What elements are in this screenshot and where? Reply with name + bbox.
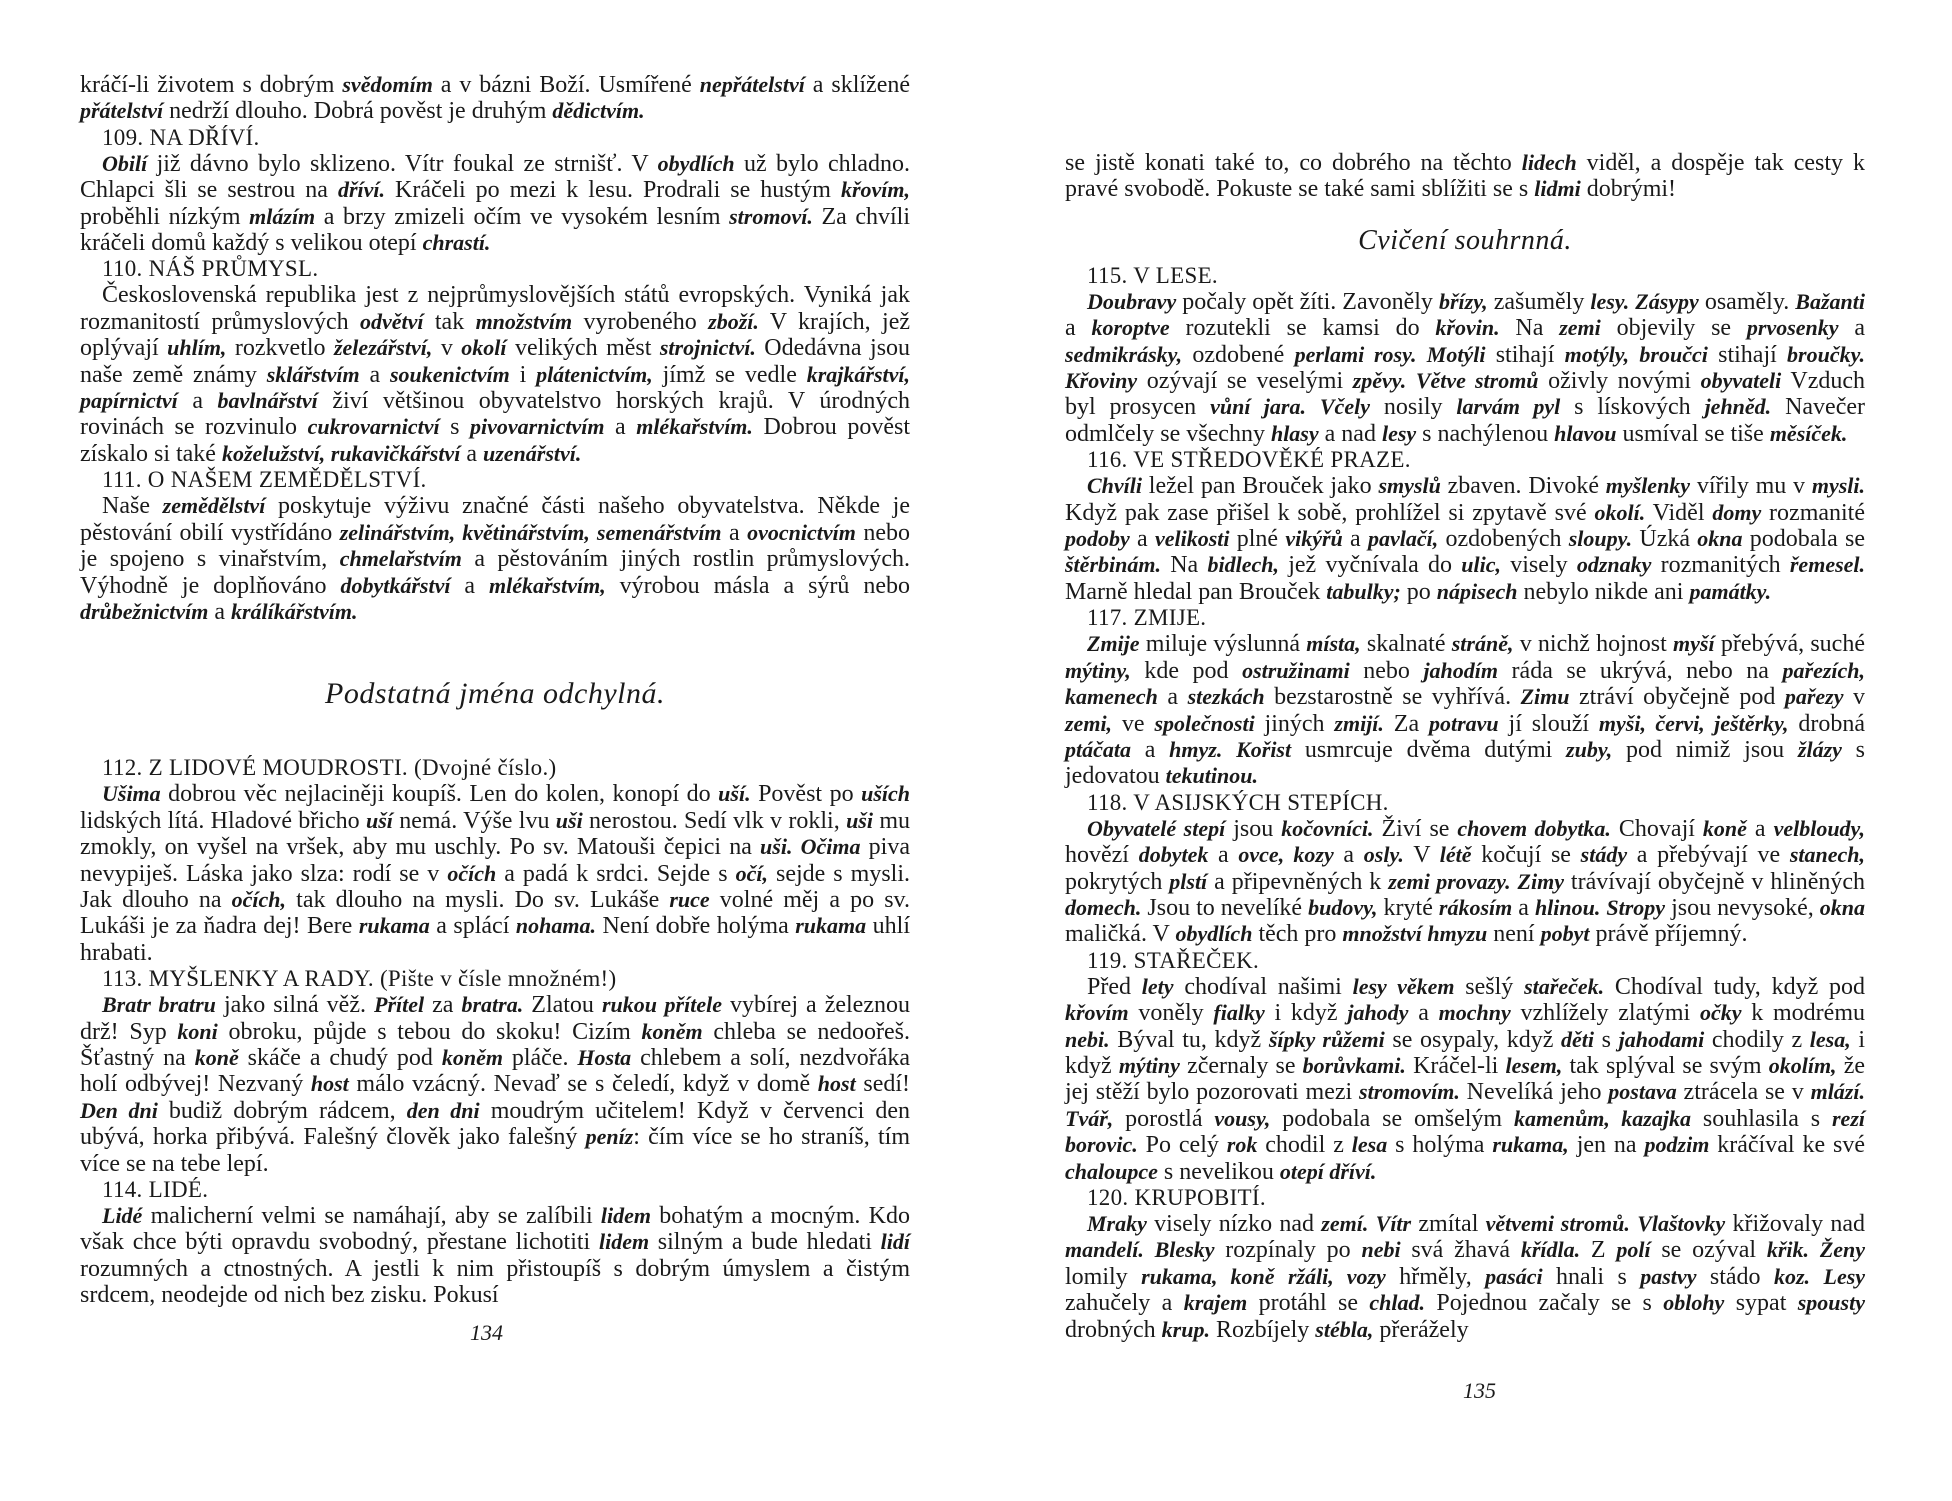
paragraph: Ušima dobrou věc nejlaciněji koupíš. Len do kolen, konopí do uší. Pověst po uších lidských lítá. Hladové břicho uší nemá. Výše lvu uši nerostou. Sedí vlk v rokli, uši mu zmokly, on vyšel na vršek, aby mu uschly. Po sv. Matouši čepici na uši. Očima piva nevypiješ. Láska jako slza: rodí se v očích a padá k srdci. Sejde s očí, sejde s mysli. Jak dlouho na očích, tak dlouho na mysli. Do sv. Lukáše ruce volné měj a po sv. Lukáši je za ňadra dej! Bere rukama a splácí nohama. Není dobře holýma rukama uhlí hrabati. [80,781,911,966]
section-title: Cvičení souhrnná. [1358,224,1572,256]
exercise-heading: 116. VE STŘEDOVĚKÉ PRAZE. [1087,447,1411,473]
paragraph: Československá republika jest z nejprůmyslovějších států evropských. Vyniká jak rozmanitostí průmyslových odvětví tak množstvím vyrobeného zboží. V krajích, jež oplývají uhlím, rozkvetlo železářství, v okolí velikých měst strojnictví. Odedávna jsou naše země známy sklářstvím a soukenictvím i plátenictvím, jímž se vedle krajkářství, papírnictví a bavlnářství živí většinou obyvatelstvo horských krajů. V úrodných rovinách se rozvinulo cukrovarnictví s pivovarnictvím a mlékařstvím. Dobrou pověst získalo si také koželužství, rukavičkářství a uzenářství. [80,282,911,467]
paragraph: Lidé malicherní velmi se namáhají, aby se zalíbili lidem bohatým a mocným. Kdo však chce býti opravdu svobodný, přestane lichotiti lidem silným a bude hledati lidí rozumných a ctnostných. A jestli k nim přistoupíš s dobrým úmyslem a čistým srdcem, neodejde od nich bez zisku. Pokusí [80,1203,910,1309]
exercise-heading: 113. MYŠLENKY A RADY. (Pište v čísle množném!) [102,966,617,992]
exercise-heading: 114. LIDÉ. [102,1177,209,1202]
exercise-heading: 109. NA DŘÍVÍ. [102,124,260,150]
paragraph: Mraky visely nízko nad zemí. Vítr zmítal větvemi stromů. Vlaštovky křižovaly nad mandelí. Blesky rozpínaly po nebi svá žhavá křídla. Z polí se ozýval křik. Ženy lomily rukama, koně ržáli, vozy hřměly, pasáci hnali s pastvy stádo koz. Lesy zahučely a krajem protáhl se chlad. Pojednou začaly se s oblohy sypat spousty drobných krup. Rozbíjely stébla, přerážely [1065,1211,1866,1343]
right-page-number: 135 [1463,1378,1496,1403]
paragraph: Obyvatelé stepí jsou kočovníci. Živí se chovem dobytka. Chovají koně a velbloudy, hovězí dobytek a ovce, kozy a osly. V létě kočují se stády a přebývají ve stanech, pokrytých plstí a připevněných k zemi provazy. Zimy trávívají obyčejně v hliněných domech. Jsou to nevelíké budovy, kryté rákosím a hlinou. Stropy jsou nevysoké, okna maličká. V obydlích těch pro množství hmyzu není pobyt právě příjemný. [1065,815,1866,948]
section-title: Podstatná jména odchylná. [325,677,665,711]
paragraph: Obilí již dávno bylo sklizeno. Vítr foukal ze strnišť. V obydlích už bylo chladno. Chlapci šli se sestrou na dříví. Kráčeli po mezi k lesu. Prodrali se hustým křovím, proběhli nízkým mlázím a brzy zmizeli očím ve vysokém lesním stromoví. Za chvíli kráčeli domů každý s velikou otepí chrastí. [80,150,911,257]
left-page-number: 134 [470,1320,503,1345]
exercise-heading: 115. V LESE. [1087,262,1218,288]
right-page-content [1065,150,1865,1343]
paragraph: Chvíli ležel pan Brouček jako smyslů zbaven. Divoké myšlenky vířily mu v mysli. Když pak zase přišel k sobě, prohlížel si zpytavě své okolí. Viděl domy rozmanité podoby a velikosti plné vikýřů a pavlačí, ozdobených sloupy. Úzká okna podobala se štěrbinám. Na bidlech, jež vyčnívala do ulic, visely odznaky rozmanitých řemesel. Marně hledal pan Brouček tabulky; po nápisech nebylo nikde ani památky. [1065,473,1866,605]
paragraph: se jistě konati také to, co dobrého na těchto lidech viděl, a dospěje tak cesty k pravé svobodě. Pokuste se také sami sblížiti se s lidmi dobrými! [1065,150,1865,203]
paragraph: Před lety chodíval našimi lesy věkem sešlý stařeček. Chodíval tudy, když pod křovím voněly fialky i když jahody a mochny vzhlížely zlatými očky k modrému nebi. Býval tu, když šípky růžemi se osypaly, když děti s jahodami chodily z lesa, i když mýtiny zčernaly se borůvkami. Kráčel-li lesem, tak splýval se svým okolím, že jej stěží bylo pozorovati mezi stromovím. Nevelíká jeho postava ztrácela se v mlází. Tvář, porostlá vousy, podobala se omšelým kamenům, kazajka souhlasila s rezí borovic. Po celý rok chodil z lesa s holýma rukama, jen na podzim kráčíval ke své chaloupce s nevelikou otepí dříví. [1065,973,1866,1185]
left-page [80,0,911,1345]
exercise-heading: 112. Z LIDOVÉ MOUDROSTI. (Dvojné číslo.) [102,755,557,781]
paragraph: Zmije miluje výslunná místa, skalnaté stráně, v nichž hojnost myší přebývá, suché mýtiny, kde pod ostružinami nebo jahodím ráda se ukrývá, nebo na pařezích, kamenech a stezkách bezstarostně se vyhřívá. Zimu ztráví obyčejně pod pařezy v zemi, ve společnosti jiných zmijí. Za potravu jí slouží myši, červi, ještěrky, drobná ptáčata a hmyz. Kořist usmrcuje dvěma dutými zuby, pod nimiž jsou žlázy s jedovatou tekutinou. [1065,631,1866,790]
right-page [1065,0,1866,1403]
left-page-content [80,72,910,1309]
exercise-heading: 120. KRUPOBITÍ. [1087,1185,1266,1210]
exercise-heading: 111. O NAŠEM ZEMĚDĚLSTVÍ. [102,467,427,493]
paragraph: Doubravy počaly opět žíti. Zavoněly břízy, zašuměly lesy. Zásypy osaměly. Bažanti a koroptve rozutekli se kamsi do křovin. Na zemi objevily se prvosenky a sedmikrásky, ozdobené perlami rosy. Motýli stihají motýly, broučci stihají broučky. Křoviny ozývají se veselými zpěvy. Větve stromů oživly novými obyvateli Vzduch byl prosycen vůní jara. Včely nosily larvám pyl s lískových jehněd. Navečer odmlčely se všechny hlasy a nad lesy s nachýlenou hlavou usmíval se tiše měsíček. [1065,288,1866,447]
paragraph: Bratr bratru jako silná věž. Přítel za bratra. Zlatou rukou přítele vybírej a železnou drž! Syp koni obroku, půjde s tebou do skoku! Cizím koněm chleba se nedoořeš. Šťastný na koně skáče a chudý pod koněm pláče. Hosta chlebem a solí, nezdvořáka holí odbývej! Nezvaný host málo vzácný. Nevaď se s čeledí, když v domě host sedí! Den dni budiž dobrým rádcem, den dni moudrým učitelem! Když v červenci den ubývá, horka přibývá. Falešný člověk jako falešný peníz: čím více se ho straníš, tím více se na tebe lepí. [80,992,911,1177]
exercise-heading: 118. V ASIJSKÝCH STEPÍCH. [1087,789,1389,815]
paragraph: Naše zemědělství poskytuje výživu značné části našeho obyvatelstva. Někde je pěstování obilí vystřídáno zelinářstvím, květinářstvím, semenářstvím a ovocnictvím nebo je spojeno s vinařstvím, chmelařstvím a pěstováním jiných rostlin průmyslových. Výhodně je doplňováno dobytkářství a mlékařstvím, výrobou másla a sýrů nebo drůbežnictvím a králíkářstvím. [80,493,911,625]
exercise-heading: 117. ZMIJE. [1087,605,1207,631]
exercise-heading: 119. STAŘEČEK. [1087,947,1260,973]
exercise-heading: 110. NÁŠ PRŮMYSL. [102,256,319,282]
paragraph: kráčí-li životem s dobrým svědomím a v bázni Boží. Usmířené nepřátelství a sklížené přátelství nedrží dlouho. Dobrá pověst je druhým dědictvím. [80,72,910,125]
